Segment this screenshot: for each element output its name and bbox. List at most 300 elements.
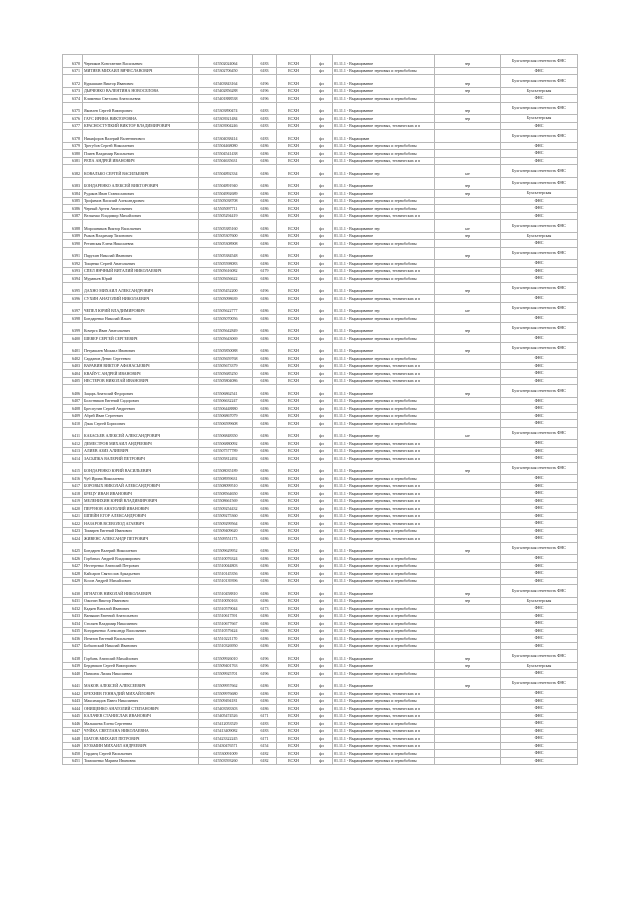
inn-value: 615510145356 <box>199 570 253 578</box>
activity-note: зер <box>435 662 501 670</box>
tax-office-code: 6186 <box>253 677 277 690</box>
tax-office-code: 6183 <box>253 130 277 143</box>
report-status: ФНС <box>501 122 578 130</box>
person-type: фл <box>311 260 333 268</box>
inn-value: 615505656622 <box>199 275 253 283</box>
person-type: фл <box>311 157 333 165</box>
inn-value: 615413409082 <box>199 727 253 735</box>
inn-value: 615303890474 <box>199 102 253 115</box>
table-row <box>63 322 578 335</box>
inn-value: 615505812492 <box>199 455 253 463</box>
inn-value: 615506867079 <box>199 412 253 420</box>
activity-note <box>435 757 501 765</box>
table-row <box>63 295 578 303</box>
table-row <box>63 712 578 720</box>
row-number: 6422 <box>63 520 83 528</box>
tax-office-code: 6186 <box>253 377 277 385</box>
table-row <box>63 420 578 428</box>
okved-activity: 01.11.1 - Выращивание зерновых, технических и п <box>333 742 435 750</box>
inn-value: 615509401763 <box>199 662 253 670</box>
table-row <box>63 585 578 598</box>
row-number: 6397 <box>63 302 83 315</box>
tax-regime: ЕСХН <box>277 260 311 268</box>
table-row <box>63 662 578 670</box>
person-type: фл <box>311 87 333 95</box>
tax-regime: ЕСХН <box>277 405 311 413</box>
report-status: Бухгалтерская отчетность ФНС <box>501 75 578 88</box>
tax-regime: ЕСХН <box>277 612 311 620</box>
taxpayer-name: Парухин Николай Иванович <box>83 247 199 260</box>
table-row <box>63 635 578 643</box>
taxpayer-name: ПЕРУНОВ АНАТОЛИЙ ИВАНОВИЧ <box>83 505 199 513</box>
row-number: 6444 <box>63 705 83 713</box>
table-row <box>63 355 578 363</box>
okved-activity: 01.11.1 - Выращивание зерновых и зернобобовы <box>333 555 435 563</box>
taxpayer-name: Рудаков Иван Станиславович <box>83 190 199 198</box>
activity-note: зер <box>435 177 501 190</box>
row-number: 6415 <box>63 462 83 475</box>
okved-activity: 01.11.1 - Выращивание <box>333 282 435 295</box>
inn-value: 615504992689 <box>199 190 253 198</box>
report-status: ФНС <box>501 627 578 635</box>
tax-office-code: 6183 <box>253 727 277 735</box>
row-number: 6396 <box>63 295 83 303</box>
inn-value: 615401888538 <box>199 95 253 103</box>
tax-office-code: 6196 <box>253 662 277 670</box>
person-type: фл <box>311 335 333 343</box>
taxpayer-name: Черников Константин Васильевич <box>83 55 199 68</box>
okved-activity: 01.11.1 - Выращивание зерновых и зернобобовы <box>333 150 435 158</box>
taxpayer-name: Кайсаров Святослав Аркадьевич <box>83 570 199 578</box>
tax-regime: ЕСХН <box>277 240 311 248</box>
activity-note <box>435 95 501 103</box>
table-row <box>63 370 578 378</box>
tax-regime: ЕСХН <box>277 247 311 260</box>
inn-value: 615509957662 <box>199 677 253 690</box>
tax-regime: ЕСХН <box>277 302 311 315</box>
inn-value: 615506448880 <box>199 405 253 413</box>
activity-note <box>435 335 501 343</box>
inn-value: 615505452200 <box>199 282 253 295</box>
taxpayer-name: Мирошников Виктор Васильевич <box>83 220 199 233</box>
row-number: 6387 <box>63 212 83 220</box>
row-number: 6407 <box>63 397 83 405</box>
tax-regime: ЕСХН <box>277 690 311 698</box>
okved-activity: 01.11.1 - Выращивание зерновых и зернобобовы <box>333 750 435 758</box>
activity-note <box>435 355 501 363</box>
table-row <box>63 720 578 728</box>
activity-note <box>435 750 501 758</box>
report-status: ФНС <box>501 397 578 405</box>
row-number: 6388 <box>63 220 83 233</box>
row-number: 6394 <box>63 275 83 283</box>
table-row <box>63 690 578 698</box>
person-type: фл <box>311 642 333 650</box>
inn-value: 615505616082 <box>199 267 253 275</box>
person-type: фл <box>311 342 333 355</box>
okved-activity: 01.11.1 - Выращивание зерновых и зернобобовы <box>333 197 435 205</box>
person-type: фл <box>311 690 333 698</box>
taxpayer-name: Бреспутин Сергей Андреевич <box>83 405 199 413</box>
person-type: фл <box>311 165 333 178</box>
okved-activity: 01.11.1 - Выращивание зерновых, технических и п <box>333 377 435 385</box>
taxpayer-name: ГАУС ИРИНА ВИКТОРОВНА <box>83 115 199 123</box>
tax-office-code: 6196 <box>253 75 277 88</box>
activity-note <box>435 627 501 635</box>
table-row <box>63 475 578 483</box>
report-status: Бухгалтерская отчетность ФНС <box>501 282 578 295</box>
activity-note <box>435 490 501 498</box>
report-status: ФНС <box>501 712 578 720</box>
report-status: ФНС <box>501 635 578 643</box>
inn-value: 615504635631 <box>199 157 253 165</box>
report-status: ФНС <box>501 697 578 705</box>
tax-regime: ЕСХН <box>277 605 311 613</box>
okved-activity: 01.11.1 - Выращивание зерновых и зернобобовы <box>333 142 435 150</box>
taxpayer-name: ДАХНО МИХАИЛ АЛЕКСАНДРОВИЧ <box>83 282 199 295</box>
tax-office-code: 6196 <box>253 670 277 678</box>
row-number: 6443 <box>63 697 83 705</box>
activity-note: зер <box>435 282 501 295</box>
table-row <box>63 130 578 143</box>
tax-regime: ЕСХН <box>277 115 311 123</box>
okved-activity: 01.11.1 - Выращивание зерновых и зернобобовы <box>333 720 435 728</box>
tax-regime: ЕСХН <box>277 362 311 370</box>
inn-value: 615412053529 <box>199 720 253 728</box>
tax-regime: ЕСХН <box>277 447 311 455</box>
tax-regime: ЕСХН <box>277 512 311 520</box>
tax-office-code: 6182 <box>253 750 277 758</box>
taxpayer-name: ШПЕЙН ЕГОР АЛЕКСАНДРОВИЧ <box>83 512 199 520</box>
row-number: 6418 <box>63 490 83 498</box>
row-number: 6376 <box>63 115 83 123</box>
table-row <box>63 735 578 743</box>
row-number: 6427 <box>63 562 83 570</box>
person-type: фл <box>311 735 333 743</box>
table-row <box>63 55 578 68</box>
inn-value: 615509925701 <box>199 670 253 678</box>
person-type: фл <box>311 322 333 335</box>
tax-office-code: 6186 <box>253 535 277 543</box>
row-number: 6398 <box>63 315 83 323</box>
report-status: Бухгалтерская отчетность ФНС <box>501 102 578 115</box>
activity-note: зер <box>435 232 501 240</box>
activity-note <box>435 570 501 578</box>
person-type: фл <box>311 385 333 398</box>
activity-note <box>435 742 501 750</box>
okved-activity: 01.11.1 - Выращивание зерновых и зернобобовы <box>333 67 435 75</box>
person-type: фл <box>311 527 333 535</box>
tax-office-code: 6186 <box>253 335 277 343</box>
tax-regime: ЕСХН <box>277 220 311 233</box>
inn-value: 615506862541 <box>199 385 253 398</box>
person-type: фл <box>311 220 333 233</box>
tax-regime: ЕСХН <box>277 482 311 490</box>
row-number: 6419 <box>63 497 83 505</box>
tax-regime: ЕСХН <box>277 342 311 355</box>
activity-note <box>435 670 501 678</box>
row-number: 6400 <box>63 335 83 343</box>
okved-activity: 01.11.1 - Выращивание зерновых и зернобобовы <box>333 635 435 643</box>
tax-regime: ЕСХН <box>277 377 311 385</box>
activity-note <box>435 157 501 165</box>
taxpayer-name: Кочерга Иван Анатольевич <box>83 322 199 335</box>
row-number: 6408 <box>63 405 83 413</box>
activity-note <box>435 440 501 448</box>
tax-office-code: 6186 <box>253 275 277 283</box>
activity-note <box>435 612 501 620</box>
inn-value: 615505804086 <box>199 377 253 385</box>
row-number: 6393 <box>63 267 83 275</box>
activity-note <box>435 577 501 585</box>
row-number: 6438 <box>63 650 83 663</box>
row-number: 6449 <box>63 742 83 750</box>
tax-office-code: 6186 <box>253 260 277 268</box>
report-status: Бухгалтерская отчетность ФНС <box>501 650 578 663</box>
activity-note <box>435 727 501 735</box>
row-number: 6371 <box>63 67 83 75</box>
tax-regime: ЕСХН <box>277 75 311 88</box>
activity-note: ые <box>435 220 501 233</box>
taxpayer-name: Ретинская Елена Николаевна <box>83 240 199 248</box>
report-status: ФНС <box>501 405 578 413</box>
okved-activity: 01.11.1 - Выращивание зерновых, технических и п <box>333 497 435 505</box>
row-number: 6431 <box>63 597 83 605</box>
taxpayer-name: Зацарь Анатолий Федорович <box>83 385 199 398</box>
activity-note <box>435 267 501 275</box>
tax-regime: ЕСХН <box>277 177 311 190</box>
row-number: 6403 <box>63 362 83 370</box>
inn-value: 615505098639 <box>199 295 253 303</box>
okved-activity: 01.11.1 - Выращивание <box>333 75 435 88</box>
table-row <box>63 757 578 765</box>
records-table <box>62 54 578 765</box>
inn-value: 615303921484 <box>199 115 253 123</box>
inn-value: 615506632247 <box>199 397 253 405</box>
report-status: ФНС <box>501 497 578 505</box>
report-status: Бухгалтерская <box>501 232 578 240</box>
inn-value: 615508959631 <box>199 475 253 483</box>
tax-office-code: 6186 <box>253 440 277 448</box>
person-type: фл <box>311 712 333 720</box>
taxpayer-name: Курышкин Виктор Иванович <box>83 75 199 88</box>
okved-activity: 01.11.1 - Выращивание зерновых, технических и п <box>333 267 435 275</box>
activity-note <box>435 535 501 543</box>
taxpayer-name: Гордиец Сергей Васильевич <box>83 750 199 758</box>
report-status: ФНС <box>501 355 578 363</box>
report-status: ФНС <box>501 757 578 765</box>
table-row <box>63 190 578 198</box>
okved-activity: 01.11.1 - Выращивание зерновых, технических и п <box>333 122 435 130</box>
okved-activity: 01.11.1 - Выращивание зерновых, технических и п <box>333 482 435 490</box>
okved-activity: 01.11.1 - Выращивание зерновых, технических и п <box>333 295 435 303</box>
row-number: 6409 <box>63 412 83 420</box>
tax-office-code: 6186 <box>253 197 277 205</box>
taxpayer-name: РЕПА АНДРЕЙ ИВАНОВИЧ <box>83 157 199 165</box>
report-status: ФНС <box>501 555 578 563</box>
table-row <box>63 282 578 295</box>
person-type: фл <box>311 555 333 563</box>
inn-value: 615423322245 <box>199 735 253 743</box>
tax-regime: ЕСХН <box>277 750 311 758</box>
report-status: ФНС <box>501 412 578 420</box>
report-status: ФНС <box>501 240 578 248</box>
tax-office-code: 6186 <box>253 322 277 335</box>
tax-office-code: 6183 <box>253 720 277 728</box>
report-status: ФНС <box>501 67 578 75</box>
report-status: ФНС <box>501 212 578 220</box>
activity-note <box>435 67 501 75</box>
okved-activity: 01.11.1 - Выращивание зерновых, технических и п <box>333 362 435 370</box>
person-type: фл <box>311 542 333 555</box>
inn-value: 615402856288 <box>199 87 253 95</box>
tax-regime: ЕСХН <box>277 427 311 440</box>
tax-office-code: 6186 <box>253 705 277 713</box>
tax-office-code: 6186 <box>253 157 277 165</box>
row-number: 6420 <box>63 505 83 513</box>
tax-office-code: 6186 <box>253 405 277 413</box>
row-number: 6378 <box>63 130 83 143</box>
tax-regime: ЕСХН <box>277 735 311 743</box>
report-status: ФНС <box>501 642 578 650</box>
report-status: ФНС <box>501 455 578 463</box>
okved-activity: 01.11.1 - Выращивание зерновых и зернобобовы <box>333 315 435 323</box>
person-type: фл <box>311 232 333 240</box>
activity-note <box>435 275 501 283</box>
report-status: ФНС <box>501 612 578 620</box>
taxpayer-name: Петрашаев Михаил Иванович <box>83 342 199 355</box>
report-status: ФНС <box>501 95 578 103</box>
tax-regime: ЕСХН <box>277 205 311 213</box>
okved-activity: 01.11.1 - Выращивание зерновых, технических и п <box>333 535 435 543</box>
okved-activity: 01.11.1 - Выращивание зерновых и зернобобовы <box>333 562 435 570</box>
person-type: фл <box>311 440 333 448</box>
row-number: 6380 <box>63 150 83 158</box>
person-type: фл <box>311 370 333 378</box>
activity-note <box>435 260 501 268</box>
taxpayer-name: КАБАСЬЕВ АЛЕКСЕЙ АЛЕКСАНДРОВИЧ <box>83 427 199 440</box>
table-row <box>63 742 578 750</box>
tax-regime: ЕСХН <box>277 570 311 578</box>
okved-activity: 01.11.1 - Выращивание <box>333 597 435 605</box>
report-status: ФНС <box>501 420 578 428</box>
taxpayer-name: Максимидов Павел Николаевич <box>83 697 199 705</box>
taxpayer-name: МАКОВ АЛЕКСЕЙ АЛЕКСЕЕВИЧ <box>83 677 199 690</box>
table-row <box>63 697 578 705</box>
okved-activity: 01.11.1 - Выращивание зерновых и зернобобовы <box>333 205 435 213</box>
row-number: 6399 <box>63 322 83 335</box>
activity-note <box>435 142 501 150</box>
inn-value: 615506880092 <box>199 440 253 448</box>
row-number: 6391 <box>63 247 83 260</box>
inn-value: 615509254432 <box>199 505 253 513</box>
taxpayer-name: СУХИН АНАТОЛИЙ НИКОЛАЕВИЧ <box>83 295 199 303</box>
inn-value: 615510617591 <box>199 612 253 620</box>
okved-activity: 01.11.1 - Выращивание зерновых и зернобобовы <box>333 475 435 483</box>
person-type: фл <box>311 240 333 248</box>
inn-value: 615505659768 <box>199 355 253 363</box>
tax-office-code: 6186 <box>253 577 277 585</box>
inn-value: 615510458810 <box>199 585 253 598</box>
activity-note <box>435 197 501 205</box>
tax-regime: ЕСХН <box>277 642 311 650</box>
activity-note: зер <box>435 322 501 335</box>
report-status: Бухгалтерская <box>501 597 578 605</box>
okved-activity: 01.11.1 - Выращивание <box>333 662 435 670</box>
table-row <box>63 150 578 158</box>
inn-value: 615505307600 <box>199 232 253 240</box>
tax-regime: ЕСХН <box>277 462 311 475</box>
taxpayer-name: ЧЕПЕЛ ЮРИЙ ВЛАДИМИРОВИЧ <box>83 302 199 315</box>
table-row <box>63 122 578 130</box>
okved-activity: 01.11.1 - Выращивание <box>333 115 435 123</box>
row-number: 6404 <box>63 370 83 378</box>
tax-office-code: 6196 <box>253 95 277 103</box>
person-type: фл <box>311 742 333 750</box>
tax-regime: ЕСХН <box>277 397 311 405</box>
tax-office-code: 6186 <box>253 302 277 315</box>
taxpayer-name: Никифоров Валерий Валентинович <box>83 130 199 143</box>
tax-regime: ЕСХН <box>277 562 311 570</box>
taxpayer-name: НАЗАРОВ ВСЕВОЛОД АГАЕВИЧ <box>83 520 199 528</box>
inn-value: 615504468080 <box>199 142 253 150</box>
table-row <box>63 462 578 475</box>
report-status: Бухгалтерская <box>501 115 578 123</box>
taxpayer-name: Панасюк Лилия Николаевна <box>83 670 199 678</box>
person-type: фл <box>311 315 333 323</box>
tax-regime: ЕСХН <box>277 420 311 428</box>
activity-note <box>435 295 501 303</box>
tax-regime: ЕСХН <box>277 627 311 635</box>
table-row <box>63 302 578 315</box>
person-type: фл <box>311 757 333 765</box>
tax-regime: ЕСХН <box>277 197 311 205</box>
okved-activity: 01.11.1 - Выращивание зерновых и зернобобовы <box>333 95 435 103</box>
row-number: 6385 <box>63 197 83 205</box>
taxpayer-name: Трофимов Василий Александрович <box>83 197 199 205</box>
okved-activity: 01.11.1 - Выращивание <box>333 650 435 663</box>
row-number: 6432 <box>63 605 83 613</box>
activity-note <box>435 150 501 158</box>
tax-office-code: 6186 <box>253 482 277 490</box>
taxpayer-name: Малышева Елена Сергеевна <box>83 720 199 728</box>
person-type: фл <box>311 122 333 130</box>
activity-note: зер <box>435 102 501 115</box>
tax-regime: ЕСХН <box>277 727 311 735</box>
person-type: фл <box>311 150 333 158</box>
taxpayer-name: ДЕМЕСТРОВ МИХАИЛ АНДРЕЕВИЧ <box>83 440 199 448</box>
okved-activity: 01.11.1 - Выращивание зерновых и зернобобовы <box>333 605 435 613</box>
row-number: 6377 <box>63 122 83 130</box>
okved-activity: 01.11.1 - Выращивание зерновых, технических и п <box>333 455 435 463</box>
table-row <box>63 377 578 385</box>
row-number: 6441 <box>63 677 83 690</box>
row-number: 6434 <box>63 620 83 628</box>
tax-office-code: 6186 <box>253 165 277 178</box>
activity-note <box>435 455 501 463</box>
inn-value: 615505622777 <box>199 302 253 315</box>
report-status: ФНС <box>501 482 578 490</box>
okved-activity: 01.11.1 - Выращивание зерновых и зернобобовы <box>333 335 435 343</box>
tax-regime: ЕСХН <box>277 190 311 198</box>
tax-regime: ЕСХН <box>277 720 311 728</box>
person-type: фл <box>311 677 333 690</box>
taxpayer-name: Плиев Владимир Васильевич <box>83 150 199 158</box>
tax-office-code: 6186 <box>253 597 277 605</box>
person-type: фл <box>311 67 333 75</box>
tax-regime: ЕСХН <box>277 55 311 68</box>
tax-office-code: 6186 <box>253 690 277 698</box>
